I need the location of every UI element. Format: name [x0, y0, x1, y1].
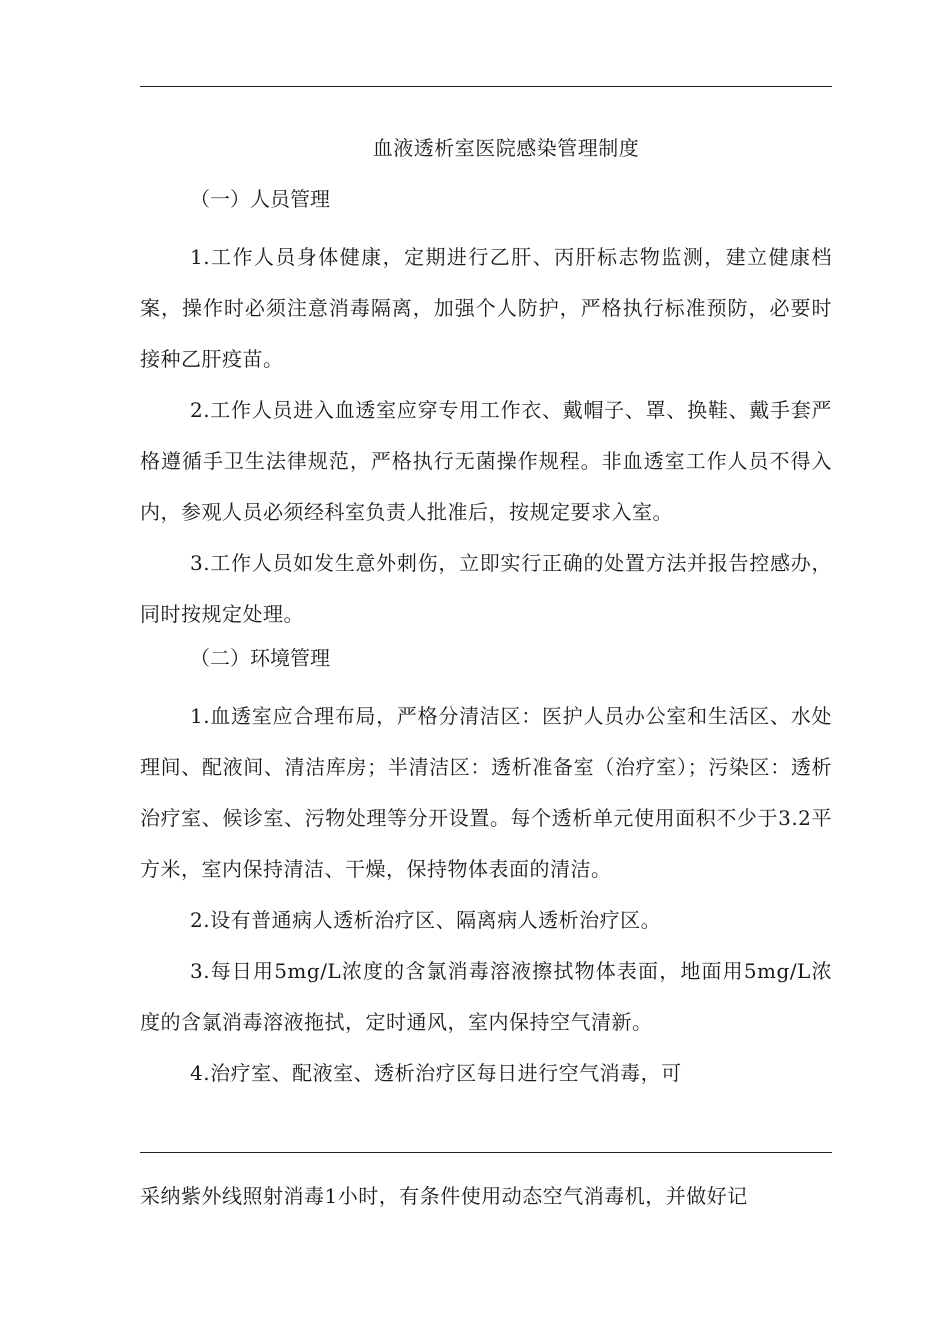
section-heading-environment: （二）环境管理 [190, 646, 330, 670]
header-rule [140, 86, 832, 87]
document-title: 血液透析室医院感染管理制度 [372, 136, 640, 160]
next-page-continuation: 采纳紫外线照射消毒1小时，有条件使用动态空气消毒机，并做好记 [140, 1184, 748, 1208]
paragraph: 3.每日用5mg/L浓度的含氯消毒溶液擦拭物体表面，地面用5mg/L浓度的含氯消毒溶液拖拭，定时通风，室内保持空气清新。 [140, 959, 832, 1034]
page-break-rule [140, 1152, 832, 1153]
paragraph: 1.血透室应合理布局，严格分清洁区：医护人员办公室和生活区、水处理间、配液间、清洁库房；半清洁区：透析准备室（治疗室）；污染区：透析治疗室、候诊室、污物处理等分开设置。每个透析单元使用面积不少于3.2平方米，室内保持清洁、干燥，保持物体表面的清洁。 [140, 704, 832, 881]
paragraph: 1.工作人员身体健康，定期进行乙肝、丙肝标志物监测，建立健康档案，操作时必须注意消毒隔离，加强个人防护，严格执行标准预防，必要时接种乙肝疫苗。 [140, 245, 832, 371]
paragraph: 2.工作人员进入血透室应穿专用工作衣、戴帽子、罩、换鞋、戴手套严格遵循手卫生法律规范，严格执行无菌操作规程。非血透室工作人员不得入内，参观人员必须经科室负责人批准后，按规定要求入室。 [140, 398, 832, 524]
document-body [140, 130, 832, 1099]
section-heading-personnel: （一）人员管理 [190, 187, 330, 211]
paragraph: 4.治疗室、配液室、透析治疗区每日进行空气消毒，可 [190, 1061, 682, 1085]
paragraph: 3.工作人员如发生意外刺伤，立即实行正确的处置方法并报告控感办，同时按规定处理。 [140, 551, 832, 626]
paragraph: 2.设有普通病人透析治疗区、隔离病人透析治疗区。 [190, 908, 662, 932]
